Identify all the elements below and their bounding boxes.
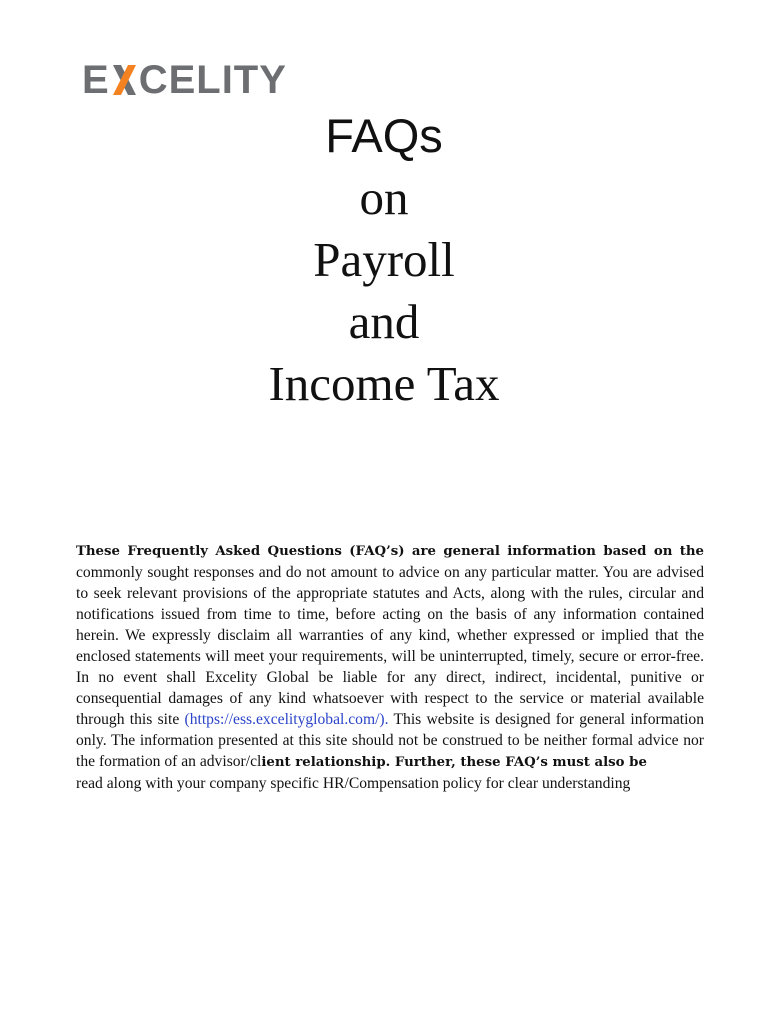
title-line-on: on (359, 170, 409, 225)
logo-text-celity: CELITY (138, 58, 287, 102)
disclaimer-body-1: commonly sought responses and do not amount to advice on any particular matter. You are advised to seek relevant provisions of the appropriate statutes and Acts, along with the rules, circular and notifications issued from time to time, before acting on the basis of any information contained herein. We expressly disclaim all warranties of any kind, whether expressed or implied that the enclosed statements will meet your requirements, will be uninterrupted, timely, secure or error-free. In no event shall Excelity Global be liable for any direct, indirect, incidental, punitive or consequential damages of any kind whatsoever with respect to the service or material available through this site (76, 564, 704, 728)
title-line-income-tax: Income Tax (268, 356, 500, 411)
disclaimer-body-2: This website is designed for general information only. The information presented at this site should not be construed to be neither formal advice nor the formation of an advisor/cl (76, 711, 705, 770)
website-link[interactable]: (https://ess.excelityglobal.com/). (184, 711, 389, 728)
disclaimer-paragraph (76, 540, 704, 794)
logo-x-mark-icon (111, 63, 138, 97)
logo-text-e: E (82, 58, 110, 102)
disclaimer-bold-2: ient relationship. Further, these FAQ’s must also be (261, 755, 647, 770)
title-line-and: and (348, 294, 420, 349)
disclaimer-last-line: read along with your company specific HR/Compensation policy for clear understanding (76, 775, 631, 792)
disclaimer-intro: These Frequently Asked Questions (FAQ’s) are general information based on the (76, 544, 704, 559)
document-title (0, 105, 768, 415)
title-line-payroll: Payroll (313, 232, 455, 287)
title-line-faqs: FAQs (325, 109, 443, 162)
excelity-logo (82, 58, 287, 102)
